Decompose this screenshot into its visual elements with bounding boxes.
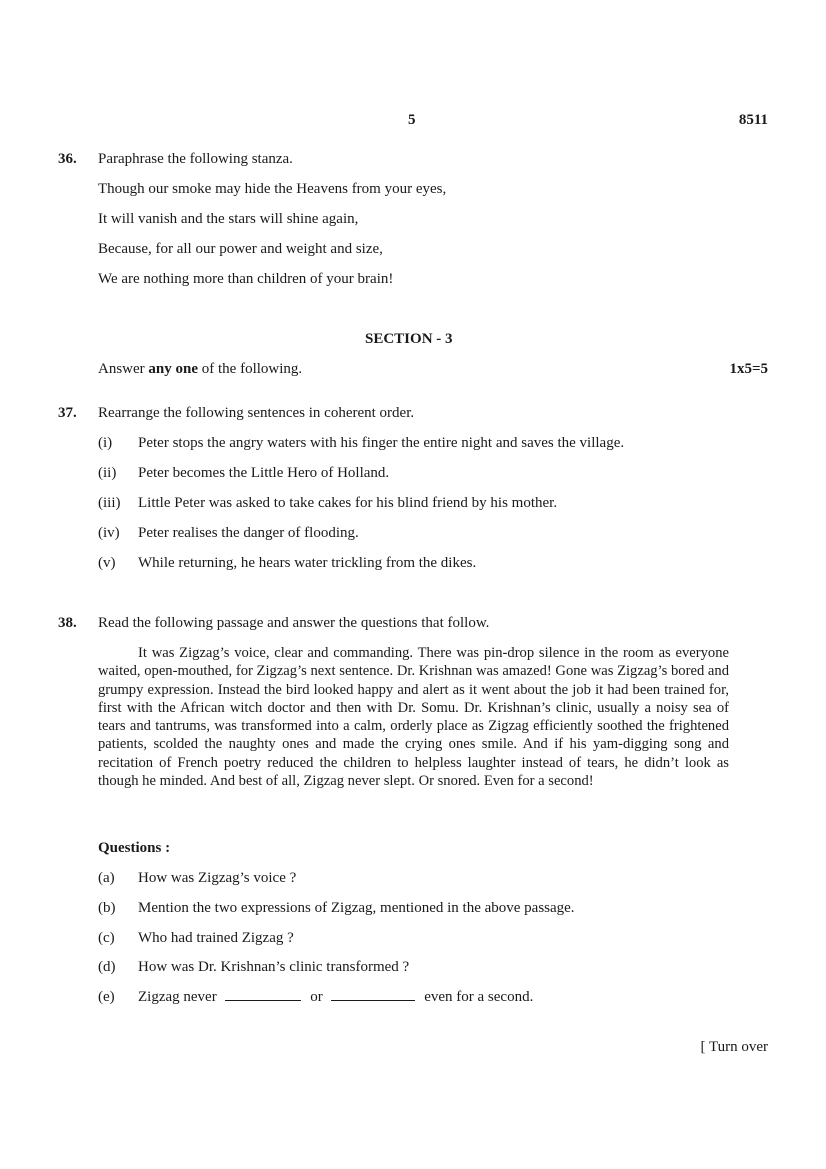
list-item-label: (v) [98,555,116,571]
list-item: Mention the two expressions of Zigzag, mentioned in the above passage. [138,900,575,916]
question-number-36: 36. [58,151,77,167]
list-item-label: (iv) [98,525,120,541]
fill-in-blank-item [138,988,533,1006]
stanza-line: It will vanish and the stars will shine again, [98,211,359,227]
blank-text: Zigzag never [138,989,217,1005]
list-item-label: (a) [98,870,115,886]
section-marks: 1x5=5 [729,361,768,377]
blank-text: or [310,989,323,1005]
page-number: 5 [408,112,416,128]
list-item: Little Peter was asked to take cakes for his blind friend by his mother. [138,495,558,511]
reading-passage [98,644,729,790]
section-instruction: Answer any one of the following. [98,361,303,377]
answer-blank [225,988,301,1001]
question-37-prompt: Rearrange the following sentences in coherent order. [98,405,415,421]
list-item-label: (e) [98,989,115,1005]
list-item: While returning, he hears water trickling from the dikes. [138,555,477,571]
paper-code: 8511 [738,112,768,128]
list-item: How was Dr. Krishnan’s clinic transformed ? [138,959,410,975]
stanza-line: We are nothing more than children of your brain! [98,271,394,287]
question-number-37: 37. [58,405,77,421]
list-item-label: (c) [98,930,115,946]
list-item: Peter realises the danger of flooding. [138,525,359,541]
questions-heading: Questions : [98,840,171,856]
question-38-prompt: Read the following passage and answer the questions that follow. [98,615,490,631]
passage-text: It was Zigzag’s voice, clear and commanding. There was pin-drop silence in the room as everyone waited, open-mouthed, for Zigzag’s next sentence. Dr. Krishnan was amazed! Gone was Zigzag’s bored and grumpy expression. Instead the bird looked happy and alert as it went about the job it had been trained for, first with the African witch doctor and then with Dr. Somu. Dr. Krishnan’s clinic, usually a noisy sea of tears and tantrums, was transformed into a calm, orderly place as Zigzag efficiently soothed the frightened patients, scolded the naughty ones and made the crying ones smile. And if his yam-digging song and recitation of French poetry reduced the children to helpless laughter instead of tears, he didn’t look as though he minded. And best of all, Zigzag never slept. Or snored. Even for a second! [98,645,729,790]
answer-blank [331,988,415,1001]
turn-over-note: [ Turn over [700,1039,768,1055]
stanza-line: Though our smoke may hide the Heavens from your eyes, [98,181,447,197]
blank-text: even for a second. [424,989,534,1005]
list-item-label: (d) [98,959,116,975]
list-item: How was Zigzag’s voice ? [138,870,297,886]
question-number-38: 38. [58,615,77,631]
question-36-prompt: Paraphrase the following stanza. [98,151,293,167]
list-item: Peter becomes the Little Hero of Holland. [138,465,390,481]
list-item-label: (b) [98,900,116,916]
list-item-label: (iii) [98,495,121,511]
section-title: SECTION - 3 [365,331,453,347]
list-item: Who had trained Zigzag ? [138,930,294,946]
list-item: Peter stops the angry waters with his finger the entire night and saves the village. [138,435,625,451]
list-item-label: (ii) [98,465,117,481]
list-item-label: (i) [98,435,113,451]
stanza-line: Because, for all our power and weight and size, [98,241,383,257]
